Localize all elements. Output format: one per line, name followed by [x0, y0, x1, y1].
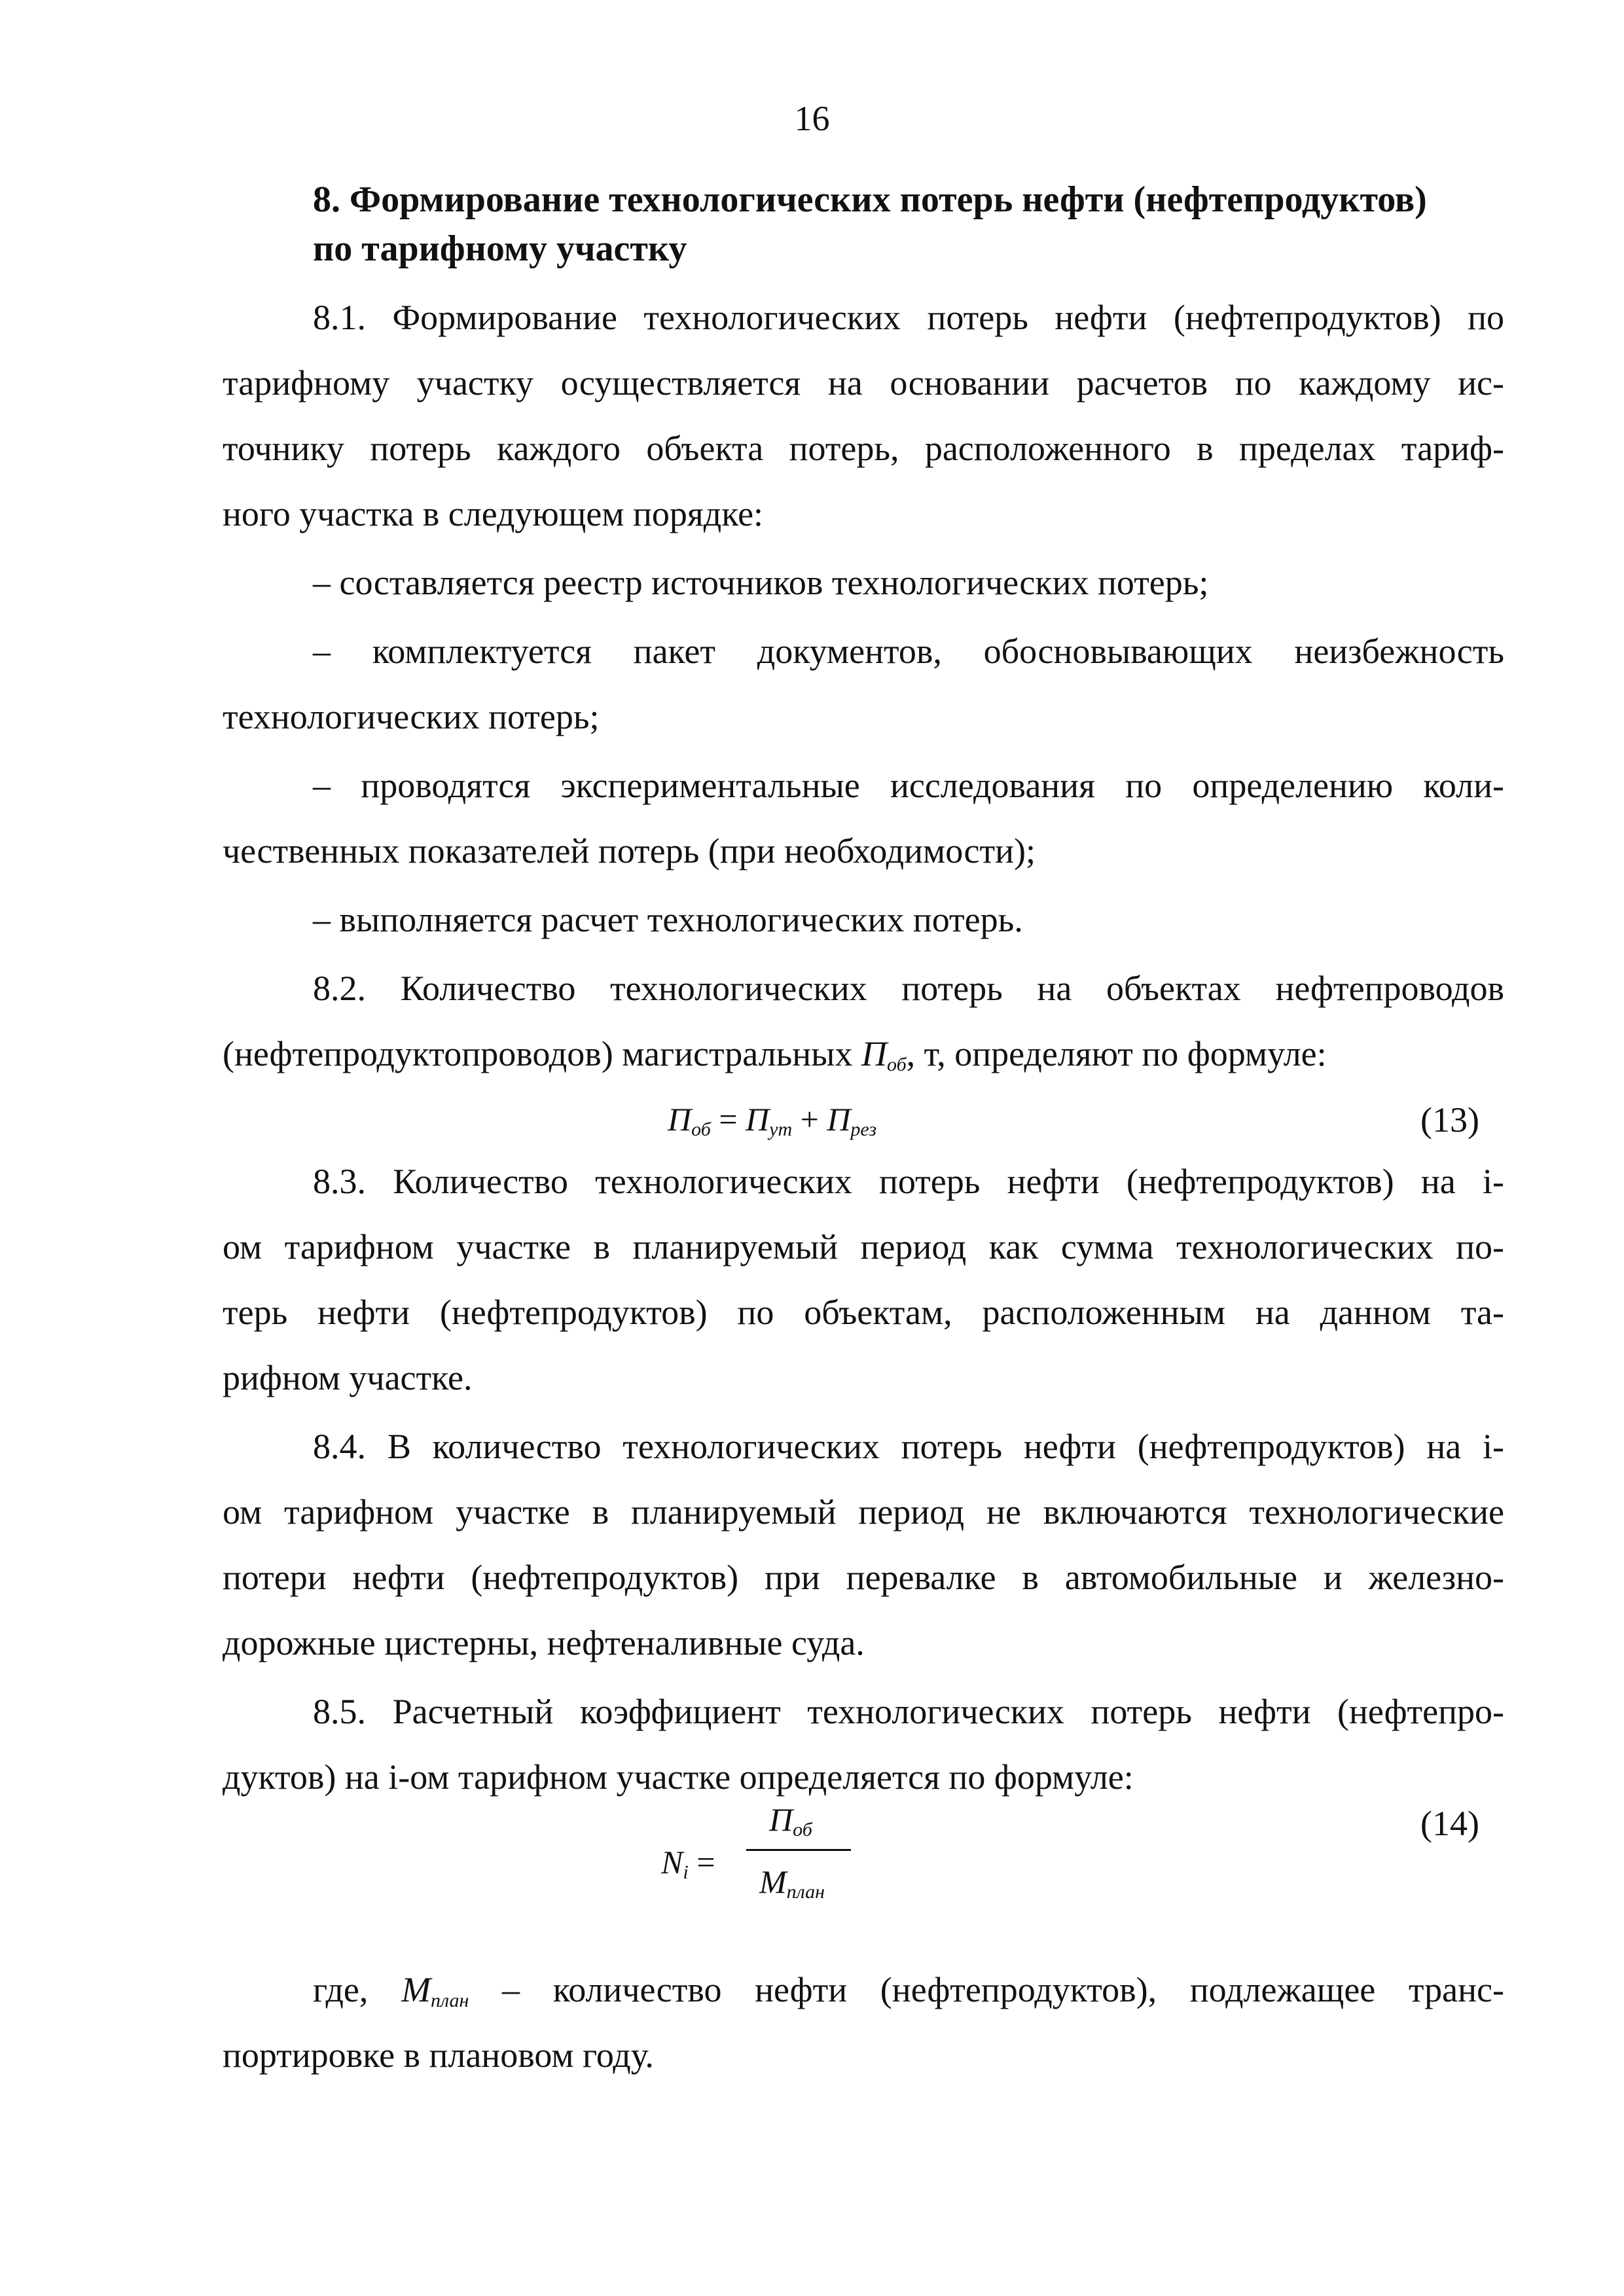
p85-line-2: дуктов) на i-ом тарифном участке определяется по формуле:: [223, 1757, 1134, 1797]
p82-line-2: [223, 1031, 1504, 1088]
p85-line-1: 8.5. Расчетный коэффициент технологических потерь нефти (нефтепро-: [313, 1692, 1504, 1731]
formula-13: $П_{об} = П_{ут} + П_{рез}$: [668, 1101, 877, 1140]
formula-14-lhs: $N_i$ =: [661, 1844, 715, 1883]
list-item-experiments: – проводятся экспериментальные исследования по определению коли-: [313, 766, 1504, 805]
p82-text-b: , т, определяют по формуле:: [906, 1034, 1327, 1073]
where-line-1: [313, 1967, 1504, 2024]
section-heading-line-1: 8. Формирование технологических потерь нефти (нефтепродуктов): [313, 179, 1427, 220]
p82-line-1: 8.2. Количество технологических потерь на объектах нефтепроводов: [313, 969, 1504, 1008]
formula-14-numerator: $П_{об}$: [769, 1801, 812, 1840]
where-text: – количество нефти (нефтепродуктов), подлежащее транс-: [469, 1970, 1504, 2009]
p83-line-2: ом тарифном участке в планируемый период как сумма технологических по-: [223, 1227, 1504, 1266]
where-symbol: $M_{план}$: [401, 1970, 469, 2011]
equation-number-14: (14): [1420, 1804, 1479, 1843]
where-word: где,: [313, 1970, 369, 2009]
p82-text-a: (нефтепродуктопроводов) магистральных: [223, 1034, 853, 1073]
p84-line-4: дорожные цистерны, нефтеналивные суда.: [223, 1623, 865, 1662]
p81-line-3: точнику потерь каждого объекта потерь, расположенного в пределах тариф-: [223, 429, 1504, 468]
p83-line-3: терь нефти (нефтепродуктов) по объектам, расположенным на данном та-: [223, 1293, 1504, 1332]
list-item-calculation: – выполняется расчет технологических потерь.: [313, 900, 1023, 939]
p82-symbol: $П_{об}$: [861, 1034, 907, 1075]
list-item-documents: – комплектуется пакет документов, обосновывающих неизбежность: [313, 632, 1504, 671]
p84-line-1: 8.4. В количество технологических потерь нефти (нефтепродуктов) на i-: [313, 1427, 1504, 1466]
where-line-2: портировке в плановом году.: [223, 2036, 654, 2075]
equation-number-13: (13): [1420, 1100, 1479, 1139]
p83-line-4: рифном участке.: [223, 1358, 473, 1397]
p84-line-2: ом тарифном участке в планируемый период не включаются технологические: [223, 1492, 1504, 1532]
list-item-documents-cont: технологических потерь;: [223, 697, 600, 736]
page-number: 16: [794, 99, 830, 138]
section-heading-line-2: по тарифному участку: [313, 228, 687, 269]
fraction-bar: [746, 1849, 851, 1851]
list-item-registry: – составляется реестр источников технологических потерь;: [313, 563, 1209, 602]
p84-line-3: потери нефти (нефтепродуктов) при перевалке в автомобильные и железно-: [223, 1558, 1504, 1597]
p81-line-2: тарифному участку осуществляется на основании расчетов по каждому ис-: [223, 363, 1504, 403]
p81-line-1: 8.1. Формирование технологических потерь нефти (нефтепродуктов) по: [313, 298, 1504, 337]
formula-14-denominator: $M_{план}$: [759, 1863, 825, 1903]
p83-line-1: 8.3. Количество технологических потерь нефти (нефтепродуктов) на i-: [313, 1162, 1504, 1201]
p81-line-4: ного участка в следующем порядке:: [223, 494, 764, 533]
list-item-experiments-cont: чественных показателей потерь (при необходимости);: [223, 831, 1036, 870]
